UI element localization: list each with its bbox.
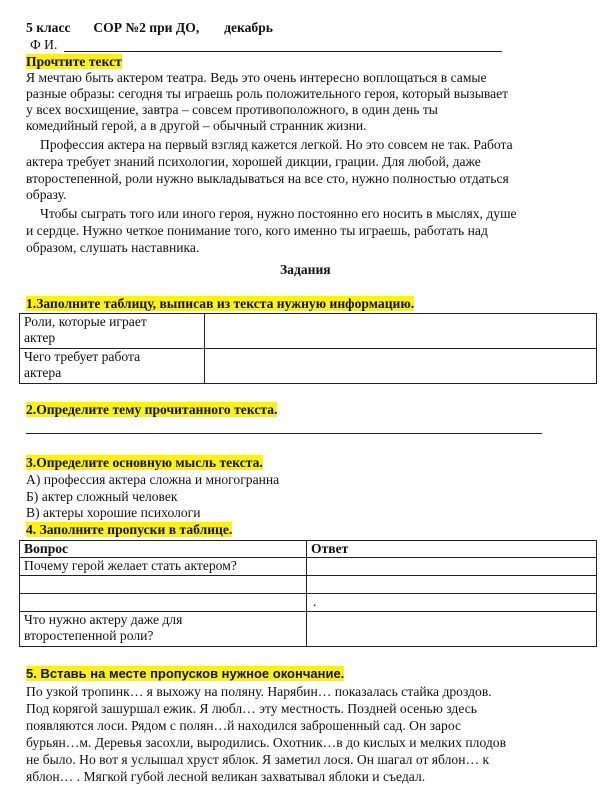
- task1-label-cell: [20, 349, 205, 384]
- task1-answer-cell[interactable]: [205, 349, 597, 384]
- reading-line: разные образы: сегодня ты играешь роль положительного героя, который вызывает: [26, 86, 509, 101]
- table-row: [20, 576, 597, 594]
- task5-title: 5. Вставь на месте пропусков нужное окончание.: [26, 666, 345, 681]
- task5-line: По узкой тропинк… я выхожу на поляну. Нарябин… показалась стайка дроздов.: [26, 684, 492, 699]
- table-row: [20, 594, 597, 612]
- col-answer-header: Ответ: [307, 541, 597, 558]
- grade-label: 5 класс: [26, 20, 71, 35]
- reading-line: образом, слушать наставника.: [26, 240, 200, 255]
- reading-line: второстепенной, роли нужно выкладываться на все сто, нужно полностью отдаться: [26, 171, 509, 186]
- cell-text: Роли, которые играет: [24, 314, 147, 329]
- task5-line: появляются лоси. Рядом с полян…й находился заброшенный сад. Он зарос: [26, 718, 462, 733]
- task4-table: [19, 540, 597, 647]
- reading-heading: Прочтите текст: [26, 54, 122, 69]
- task4-answer-cell[interactable]: [307, 576, 597, 594]
- table-row: [20, 612, 597, 647]
- task1-table: [19, 313, 597, 384]
- task3-option[interactable]: В) актеры хорошие психологи: [26, 505, 201, 520]
- task4-answer-cell[interactable]: [307, 558, 597, 576]
- cell-text: второстепенной роли?: [24, 628, 154, 643]
- task4-question-cell[interactable]: [20, 576, 307, 594]
- reading-line: комедийный герой, а в другой – обычный странник жизни.: [26, 118, 367, 133]
- table-row: [20, 314, 597, 349]
- task2-answer-line[interactable]: [26, 433, 542, 434]
- reading-line: образу.: [26, 187, 67, 202]
- task4-question-cell[interactable]: [20, 594, 307, 612]
- table-row: [20, 349, 597, 384]
- month-label: декабрь: [224, 20, 273, 35]
- name-label: Ф И.: [30, 37, 58, 52]
- task1-label-cell: [20, 314, 205, 349]
- table-row: [20, 558, 597, 576]
- name-underline[interactable]: [64, 51, 502, 52]
- cell-text: Что нужно актеру даже для: [24, 612, 183, 627]
- task4-title: 4. Заполните пропуски в таблице.: [26, 522, 233, 537]
- cell-text: актер: [24, 330, 56, 345]
- task5-line: Под корягой зашуршал ежик. Я любл… эту местность. Поздней осенью здесь: [26, 701, 477, 716]
- task4-question-cell: Почему герой желает стать актером?: [20, 558, 307, 576]
- table-row: [20, 541, 597, 558]
- task5-line: бурьян…м. Деревья засохли, выродились. Охотник…в до кислых и мелких плодов: [26, 735, 506, 750]
- task4-answer-cell[interactable]: .: [307, 594, 597, 612]
- reading-line: актера требует знаний психологии, хорошей дикции, грации. Для любой, даже: [26, 154, 481, 169]
- task5-line: не было. Но вот я услышал хруст яблок. Я заметил лося. Он шагал от яблон… к: [26, 752, 490, 767]
- test-label: СОР №2 при ДО,: [93, 20, 200, 35]
- cell-text: Чего требует работа: [24, 349, 141, 364]
- task2-title: 2.Определите тему прочитанного текста.: [26, 402, 278, 417]
- reading-line: Профессия актера на первый взгляд кажется легкой. Но это совсем не так. Работа: [40, 137, 513, 152]
- reading-line: Чтобы сыграть того или иного героя, нужно постоянно его носить в мыслях, душе: [40, 206, 517, 221]
- tasks-title: Задания: [280, 262, 331, 277]
- task4-question-cell: [20, 612, 307, 647]
- reading-line: у всех восхищение, завтра – совсем противоположного, в один день ты: [26, 102, 438, 117]
- task1-title: 1.Заполните таблицу, выписав из текста нужную информацию.: [26, 296, 415, 311]
- task1-answer-cell[interactable]: [205, 314, 597, 349]
- reading-line: Я мечтаю быть актером театра. Ведь это очень интересно воплощаться в самые: [26, 70, 487, 85]
- task5-line: яблон… . Мягкой губой лесной великан захватывал яблоки и съедал.: [26, 769, 426, 784]
- cell-text: актера: [24, 365, 62, 380]
- reading-line: и сердце. Нужно четкое понимание того, кого именно ты играешь, работать над: [26, 223, 488, 238]
- task3-option[interactable]: А) профессия актера сложна и многогранна: [26, 472, 280, 487]
- header-line: [26, 20, 273, 36]
- col-question-header: Вопрос: [20, 541, 307, 558]
- task4-answer-cell[interactable]: [307, 612, 597, 647]
- task3-title: 3.Определите основную мысль текста.: [26, 455, 263, 470]
- task3-option[interactable]: Б) актер сложный человек: [26, 489, 178, 504]
